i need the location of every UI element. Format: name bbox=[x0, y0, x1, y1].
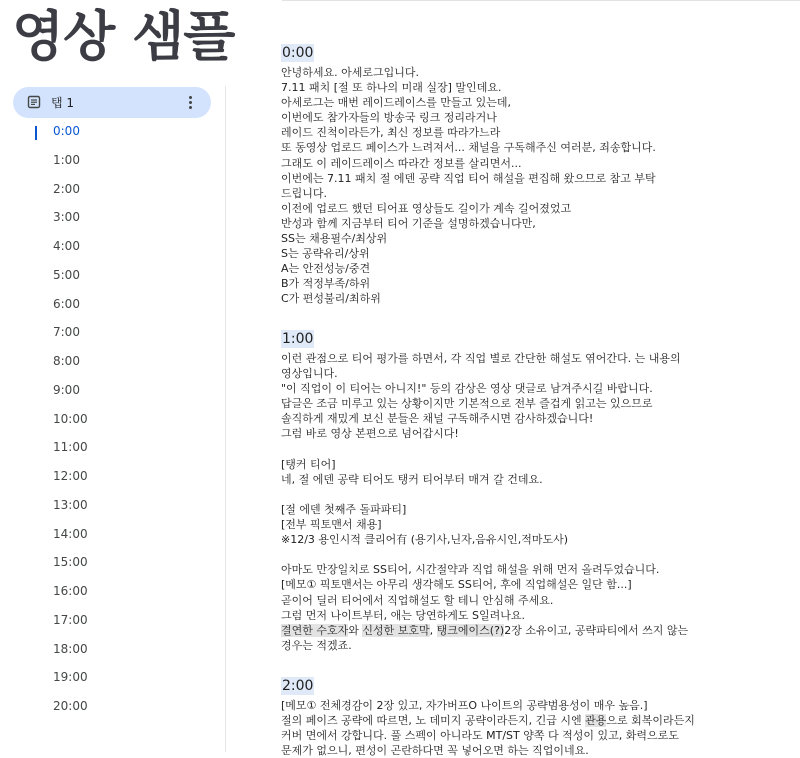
outline-item[interactable]: 10:00 bbox=[53, 411, 88, 426]
paragraph-line: "이 직업이 이 티어는 아니지!" 등의 감상은 영상 댓글로 남겨주시길 바랍니다. bbox=[281, 382, 653, 396]
paragraph-line: 아마도 만장일치로 SS티어, 시간절약과 직업 해설을 위해 먼저 올려두었습니다. bbox=[281, 563, 660, 577]
video-sample-banner: 영상 샘플 bbox=[12, 5, 235, 68]
outline-item[interactable]: 20:00 bbox=[53, 699, 88, 713]
paragraph-line: B가 적정부족/하위 bbox=[281, 277, 371, 291]
active-outline-marker bbox=[35, 126, 37, 140]
outline-item[interactable]: 5:00 bbox=[53, 267, 80, 282]
highlighted-text: 결연한 수호자 bbox=[281, 623, 349, 637]
paragraph-line: 그럼 먼저 나이트부터, 애는 당연하게도 S일려나요. bbox=[281, 608, 525, 622]
text-run: 와 bbox=[348, 623, 363, 637]
paragraph-line: 이전에 업로드 했던 티어표 영상들도 길이가 계속 길어졌었고 bbox=[281, 201, 572, 215]
paragraph-line: 또 동영상 업로드 페이스가 느려져서... 채널을 구독해주신 여러분, 죄송합니다. bbox=[281, 141, 656, 155]
paragraph-line: SS는 채용필수/최상위 bbox=[281, 232, 388, 246]
paragraph-line: 네, 절 에덴 공략 티어도 탱커 티어부터 매겨 갈 건데요. bbox=[281, 472, 543, 486]
outline-item[interactable]: 2:00 bbox=[53, 181, 80, 196]
paragraph-line: 영상입니다. bbox=[281, 367, 338, 381]
top-divider bbox=[282, 0, 800, 1]
paragraph-line: 레이드 진척이라든가, 최신 정보를 따라가느라 bbox=[281, 126, 501, 140]
doc-section bbox=[281, 328, 688, 653]
more-vert-icon[interactable] bbox=[183, 92, 197, 112]
tab-1[interactable] bbox=[13, 87, 211, 118]
highlighted-text: 탱크에이스(?) bbox=[436, 623, 505, 637]
section-heading: 0:00 bbox=[282, 45, 314, 61]
paragraph-line bbox=[281, 713, 695, 728]
tab-label: 탭 1 bbox=[51, 96, 75, 110]
paragraph-line: 그래도 이 레이드레이스 따라간 정보를 살리면서... bbox=[281, 156, 522, 170]
doc-section bbox=[281, 675, 695, 758]
paragraph-line: [메모① 픽토맨서는 아무리 생각해도 SS티어, 후에 직업해설은 일단 함...] bbox=[281, 578, 632, 592]
document-tabs-sidebar bbox=[0, 0, 226, 752]
outline-item[interactable]: 13:00 bbox=[53, 497, 88, 512]
paragraph-line: 이번에는 7.11 패치 절 에덴 공략 직업 티어 해설을 편집해 왔으므로 참고 부탁 bbox=[281, 171, 656, 185]
paragraph-line: 솔직하게 재밌게 보신 분들은 채널 구독해주시면 감사하겠습니다! bbox=[281, 412, 594, 426]
sidebar-divider bbox=[225, 86, 226, 752]
outline-item[interactable]: 0:00 bbox=[53, 124, 80, 138]
paragraph-line: 이번에도 참가자들의 방송국 링크 정리라거나 bbox=[281, 111, 497, 125]
paragraph-line: 7.11 패치 [절 또 하나의 미래 실장] 말인데요. bbox=[281, 81, 502, 95]
paragraph-line: 커버 면에서 강합니다. 풀 스펙이 아니라도 MT/ST 양쪽 다 적성이 있고, 화력으로도 bbox=[281, 729, 679, 743]
document-icon bbox=[27, 95, 41, 109]
paragraph-line: [절 에덴 첫째주 돌파파티] bbox=[281, 502, 407, 516]
paragraph-line bbox=[281, 547, 688, 562]
paragraph-line: S는 공략유리/상위 bbox=[281, 247, 370, 261]
outline-item[interactable]: 19:00 bbox=[53, 670, 88, 685]
paragraph-line: 경우는 적겠죠. bbox=[281, 638, 352, 652]
paragraph-line: 아세로그는 매번 레이드레이스를 만들고 있는데, bbox=[281, 96, 512, 110]
paragraph-line: 드립니다. bbox=[281, 186, 328, 200]
outline-item[interactable]: 18:00 bbox=[53, 641, 88, 656]
paragraph-line bbox=[281, 442, 688, 457]
outline-item[interactable]: 11:00 bbox=[53, 440, 88, 455]
paragraph-line: 반성과 함께 지금부터 티어 기준을 설명하겠습니다만, bbox=[281, 216, 536, 230]
paragraph-line bbox=[281, 623, 688, 638]
outline-item[interactable]: 8:00 bbox=[53, 354, 80, 368]
paragraph-line: 답글은 조금 미루고 있는 상황이지만 기본적으로 전부 즐겁게 읽고는 있으므로 bbox=[281, 397, 653, 411]
outline-item[interactable]: 9:00 bbox=[53, 382, 80, 397]
highlighted-text: 신성한 보호막 bbox=[362, 623, 430, 637]
paragraph-line: 이런 관점으로 티어 평가를 하면서, 각 직업 별로 간단한 해설도 엮어간다. 는 내용의 bbox=[281, 352, 681, 365]
text-run: 2장 소유이고, 공략파티에서 쓰지 않는 bbox=[504, 623, 689, 637]
paragraph-line: 안녕하세요. 아세로그입니다. bbox=[281, 66, 420, 79]
outline-item[interactable]: 4:00 bbox=[53, 239, 80, 253]
outline-item[interactable]: 14:00 bbox=[53, 526, 88, 541]
paragraph-line bbox=[281, 487, 688, 502]
paragraph-line: 그럼 바로 영상 본편으로 넘어갑시다! bbox=[281, 427, 459, 441]
text-run: 으로 회복이라든지 bbox=[606, 714, 695, 728]
doc-section bbox=[281, 42, 656, 307]
paragraph-line: C가 편성불리/최하위 bbox=[281, 292, 381, 306]
outline-item[interactable]: 6:00 bbox=[53, 296, 80, 311]
outline-item[interactable]: 7:00 bbox=[53, 325, 80, 340]
paragraph-line: [전부 픽토맨서 채용] bbox=[281, 518, 382, 532]
outline-item[interactable]: 17:00 bbox=[53, 612, 88, 627]
outline-item[interactable]: 15:00 bbox=[53, 555, 88, 570]
paragraph-line: [탱커 티어] bbox=[281, 457, 336, 471]
text-run: , bbox=[429, 623, 437, 637]
outline-item[interactable]: 1:00 bbox=[53, 152, 80, 167]
paragraph-line: 곧이어 딜러 티어에서 직업해설도 할 테니 안심해 주세요. bbox=[281, 593, 554, 607]
highlighted-text: 관용 bbox=[585, 714, 607, 728]
paragraph-line: ※12/3 용인시적 클리어有 (용기사,닌자,음유시인,적마도사) bbox=[281, 533, 568, 547]
paragraph-line: [메모① 전체경감이 2장 있고, 자가버프O 나이트의 공략범용성이 매우 높음.] bbox=[281, 699, 648, 712]
paragraph-line: A는 안전성능/중견 bbox=[281, 262, 371, 276]
section-heading: 2:00 bbox=[282, 678, 314, 694]
outline-item[interactable]: 3:00 bbox=[53, 210, 80, 225]
outline-item[interactable]: 12:00 bbox=[53, 469, 88, 483]
outline-item[interactable]: 16:00 bbox=[53, 584, 88, 598]
text-run: 절의 페이즈 공략에 따르면, 노 데미지 공략이라든지, 긴급 시엔 bbox=[281, 714, 586, 728]
paragraph-line: 문제가 없으니, 편성이 곤란하다면 꼭 넣어오면 하는 직업이네요. bbox=[281, 744, 589, 758]
section-heading: 1:00 bbox=[282, 331, 314, 347]
